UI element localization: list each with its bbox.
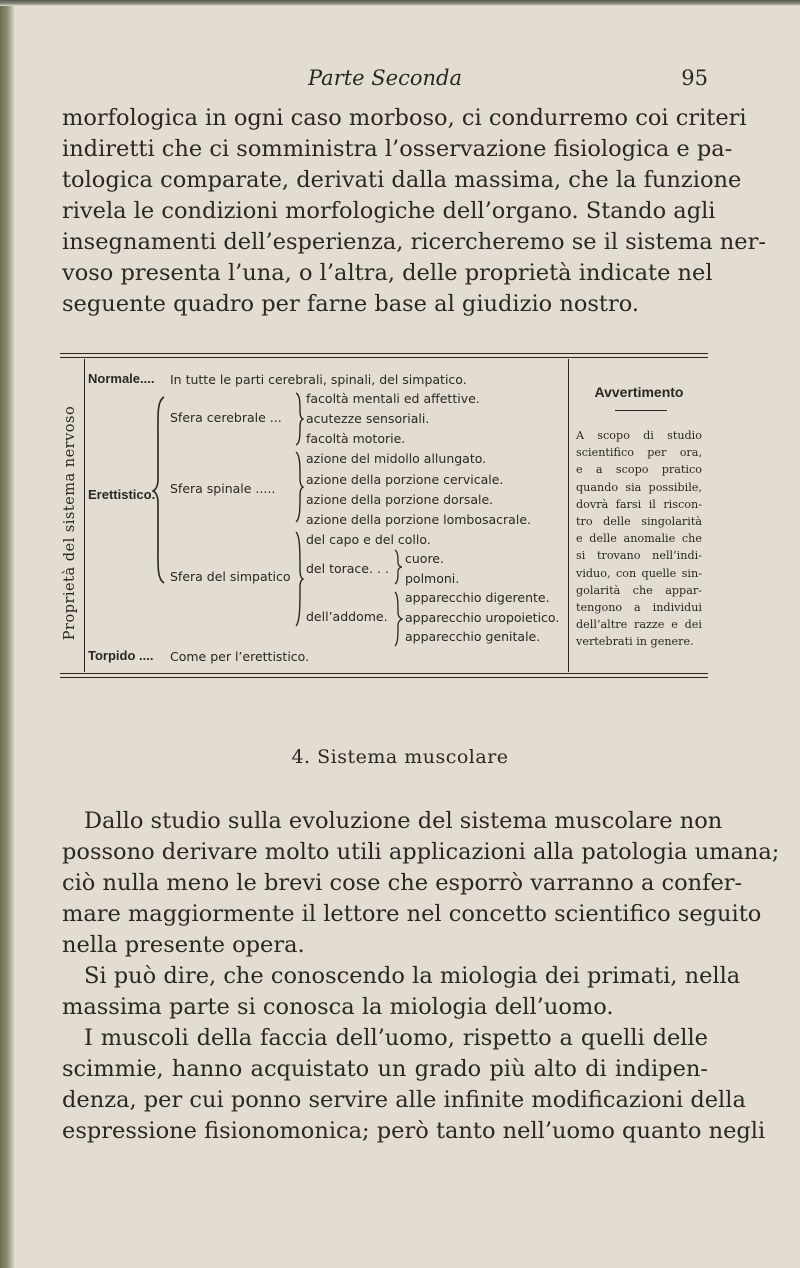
addome-item: apparecchio uropoietico. [405, 610, 560, 625]
advert-line: scientifico per ora, [576, 446, 702, 460]
cerebrale-brace [294, 392, 304, 450]
cerebrale-item: facoltà mentali ed affettive. [306, 391, 480, 406]
sfera-cerebrale: Sfera cerebrale ... [170, 410, 282, 425]
text-line: morfologica in ogni caso morboso, ci condurremo coi criteri [62, 105, 747, 131]
text-line: mare maggiormente il lettore nel concetto scientifico seguito [62, 901, 762, 927]
section-title: 4. Sistema muscolare [291, 746, 509, 768]
text-line: seguente quadro per farne base al giudizio nostro. [62, 291, 640, 317]
advert-line: tengono a individui [576, 601, 702, 615]
cerebrale-item: facoltà motorie. [306, 431, 406, 446]
advert-line: tro delle singolarità [576, 515, 702, 529]
page-number: 95 [681, 66, 708, 90]
table-bottom-rule [60, 673, 708, 678]
spinale-item: azione della porzione cervicale. [306, 472, 504, 487]
big-brace [152, 395, 166, 587]
sfera-spinale: Sfera spinale ..... [170, 481, 276, 496]
side-label: Proprietà del sistema nervoso [62, 405, 78, 641]
advert-line: vertebrati in genere. [576, 635, 694, 649]
addome-item: apparecchio digerente. [405, 590, 550, 605]
torace-brace [393, 549, 403, 589]
simpatico-brace [294, 531, 304, 631]
text-line: espressione fisionomonica; però tanto nell’uomo quanto negli [62, 1118, 766, 1144]
table-top-rule [60, 353, 708, 358]
text-line: ciò nulla meno le brevi cose che esporrò varranno a confer- [62, 870, 743, 896]
spinale-item: azione della porzione dorsale. [306, 492, 494, 507]
addome-item: apparecchio genitale. [405, 629, 541, 644]
text-line: indiretti che ci somministra l’osservazione fisiologica e pa- [62, 136, 733, 162]
torpido-label: Torpido .... [88, 648, 154, 663]
simpatico-capo: del capo e del collo. [306, 532, 431, 547]
advert-text [576, 427, 702, 651]
text-line: voso presenta l’una, o l’altra, delle proprietà indicate nel [62, 260, 713, 286]
page-header [60, 66, 710, 96]
text-line: massima parte si conosca la miologia dell’uomo. [62, 994, 614, 1020]
advert-line: si trovano nell’indi- [576, 549, 702, 563]
spinale-item: azione della porzione lombosacrale. [306, 512, 531, 527]
body-paragraph [62, 806, 780, 1147]
sfera-simpatico: Sfera del simpatico [170, 569, 291, 584]
text-line: denza, per cui ponno servire alle infinite modificazioni della [62, 1087, 746, 1113]
normale-text: In tutte le parti cerebrali, spinali, del simpatico. [170, 372, 467, 387]
advert-line: dovrà farsi il riscon- [576, 497, 702, 511]
text-line: insegnamenti dell’esperienza, ricercheremo se il sistema ner- [62, 229, 766, 255]
text-line: scimmie, hanno acquistato un grado più alto di indipen- [62, 1056, 708, 1082]
text-line: tologica comparate, derivati dalla massima, che la funzione [62, 167, 742, 193]
advert-rule [615, 410, 667, 411]
text-line: Si può dire, che conoscendo la miologia dei primati, nella [84, 963, 741, 989]
advert-line: A scopo di studio [576, 429, 702, 442]
dell-addome: dell’addome. [306, 609, 388, 624]
text-line: Dallo studio sulla evoluzione del sistema muscolare non [84, 808, 723, 834]
text-line: rivela le condizioni morfologiche dell’organo. Stando agli [62, 198, 716, 224]
del-torace: del torace. . . [306, 561, 389, 576]
page-top-edge [0, 0, 800, 6]
torpido-text: Come per l’erettistico. [170, 649, 310, 664]
advert-line: golarità che appar- [576, 583, 702, 597]
table-divider-right [568, 359, 569, 672]
spinale-brace [294, 451, 304, 527]
advert-title: Avvertimento [594, 384, 684, 400]
book-binding-edge [0, 0, 14, 1268]
torace-item: polmoni. [405, 571, 460, 586]
table-divider-left [84, 359, 85, 672]
text-line: possono derivare molto utili applicazioni alla patologia umana; [62, 839, 780, 865]
intro-paragraph [62, 103, 766, 320]
cerebrale-item: acutezze sensoriali. [306, 411, 430, 426]
running-head: Parte Seconda [308, 66, 462, 90]
normale-label: Normale.... [88, 371, 155, 386]
torace-item: cuore. [405, 551, 444, 566]
advert-line: viduo, con quelle sin- [576, 566, 702, 580]
advert-line: dell’altre razze e dei [576, 618, 702, 632]
spinale-item: azione del midollo allungato. [306, 451, 487, 466]
addome-brace [393, 591, 403, 651]
advert-line: e delle anomalie che [576, 532, 702, 546]
nervous-system-table [60, 353, 708, 678]
advert-line: e a scopo pratico [576, 463, 702, 477]
erettistico-label: Erettistico. [88, 487, 156, 502]
text-line: I muscoli della faccia dell’uomo, rispetto a quelli delle [84, 1025, 708, 1051]
advert-line: quando sia possibile, [576, 480, 702, 494]
text-line: nella presente opera. [62, 932, 305, 958]
